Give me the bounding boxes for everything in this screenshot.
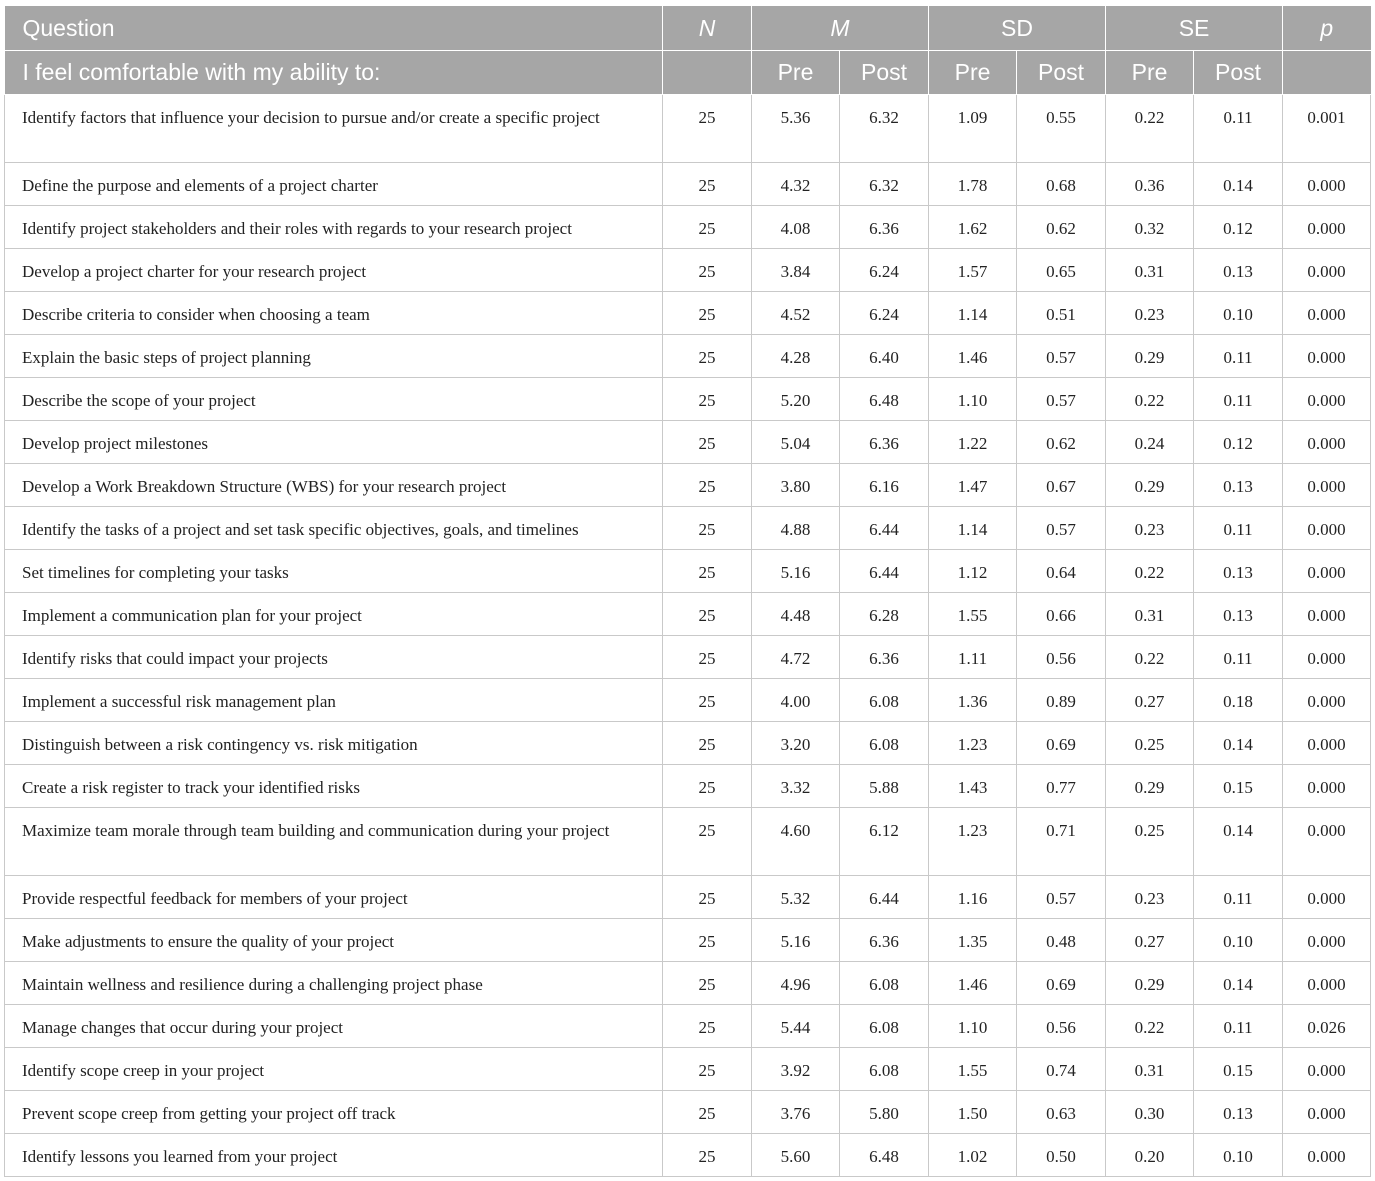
m-post-cell: 6.32 bbox=[840, 163, 929, 206]
table-row bbox=[5, 1091, 1371, 1134]
m-pre-cell: 4.48 bbox=[752, 593, 840, 636]
m-pre-cell: 5.20 bbox=[752, 378, 840, 421]
table-row bbox=[5, 249, 1371, 292]
m-post-cell: 6.44 bbox=[840, 550, 929, 593]
se-pre-cell: 0.25 bbox=[1106, 722, 1194, 765]
question-cell: Identify scope creep in your project bbox=[5, 1048, 663, 1091]
se-post-cell: 0.13 bbox=[1194, 1091, 1283, 1134]
m-post-cell: 6.40 bbox=[840, 335, 929, 378]
se-post-cell: 0.11 bbox=[1194, 335, 1283, 378]
p-value-cell: 0.001 bbox=[1283, 95, 1371, 163]
question-cell: Identify lessons you learned from your project bbox=[5, 1134, 663, 1177]
header-blank-p bbox=[1283, 51, 1371, 95]
sd-post-cell: 0.67 bbox=[1017, 464, 1106, 507]
sd-pre-cell: 1.50 bbox=[929, 1091, 1017, 1134]
sd-post-cell: 0.69 bbox=[1017, 962, 1106, 1005]
sd-pre-cell: 1.12 bbox=[929, 550, 1017, 593]
table-row bbox=[5, 765, 1371, 808]
p-value-cell: 0.000 bbox=[1283, 163, 1371, 206]
n-cell: 25 bbox=[663, 335, 752, 378]
se-post-cell: 0.11 bbox=[1194, 378, 1283, 421]
sd-pre-cell: 1.55 bbox=[929, 1048, 1017, 1091]
sd-pre-cell: 1.11 bbox=[929, 636, 1017, 679]
sd-post-cell: 0.74 bbox=[1017, 1048, 1106, 1091]
m-post-cell: 6.08 bbox=[840, 722, 929, 765]
p-value-cell: 0.000 bbox=[1283, 679, 1371, 722]
m-pre-cell: 3.76 bbox=[752, 1091, 840, 1134]
sd-post-cell: 0.65 bbox=[1017, 249, 1106, 292]
sd-post-cell: 0.71 bbox=[1017, 808, 1106, 876]
results-table bbox=[4, 6, 1371, 1177]
table-row bbox=[5, 292, 1371, 335]
sd-post-cell: 0.57 bbox=[1017, 876, 1106, 919]
m-pre-cell: 5.32 bbox=[752, 876, 840, 919]
p-value-cell: 0.000 bbox=[1283, 206, 1371, 249]
header-question: Question bbox=[5, 6, 663, 51]
se-pre-cell: 0.31 bbox=[1106, 593, 1194, 636]
m-post-cell: 6.24 bbox=[840, 249, 929, 292]
se-pre-cell: 0.22 bbox=[1106, 1005, 1194, 1048]
header-se-post: Post bbox=[1194, 51, 1283, 95]
m-post-cell: 6.48 bbox=[840, 378, 929, 421]
n-cell: 25 bbox=[663, 962, 752, 1005]
header-blank-n bbox=[663, 51, 752, 95]
question-cell: Develop a project charter for your research project bbox=[5, 249, 663, 292]
se-pre-cell: 0.23 bbox=[1106, 507, 1194, 550]
m-pre-cell: 5.44 bbox=[752, 1005, 840, 1048]
sd-post-cell: 0.57 bbox=[1017, 507, 1106, 550]
se-pre-cell: 0.30 bbox=[1106, 1091, 1194, 1134]
table-body bbox=[5, 95, 1371, 1177]
p-value-cell: 0.026 bbox=[1283, 1005, 1371, 1048]
se-post-cell: 0.13 bbox=[1194, 550, 1283, 593]
question-cell: Implement a communication plan for your project bbox=[5, 593, 663, 636]
se-post-cell: 0.14 bbox=[1194, 722, 1283, 765]
m-pre-cell: 5.60 bbox=[752, 1134, 840, 1177]
m-post-cell: 6.28 bbox=[840, 593, 929, 636]
sd-post-cell: 0.62 bbox=[1017, 206, 1106, 249]
m-pre-cell: 5.16 bbox=[752, 919, 840, 962]
se-pre-cell: 0.23 bbox=[1106, 876, 1194, 919]
m-pre-cell: 4.96 bbox=[752, 962, 840, 1005]
table-row bbox=[5, 206, 1371, 249]
m-pre-cell: 4.32 bbox=[752, 163, 840, 206]
question-cell: Create a risk register to track your identified risks bbox=[5, 765, 663, 808]
p-value-cell: 0.000 bbox=[1283, 1134, 1371, 1177]
m-post-cell: 6.32 bbox=[840, 95, 929, 163]
p-value-cell: 0.000 bbox=[1283, 550, 1371, 593]
se-pre-cell: 0.25 bbox=[1106, 808, 1194, 876]
header-m-pre: Pre bbox=[752, 51, 840, 95]
sd-post-cell: 0.55 bbox=[1017, 95, 1106, 163]
se-pre-cell: 0.22 bbox=[1106, 550, 1194, 593]
n-cell: 25 bbox=[663, 292, 752, 335]
n-cell: 25 bbox=[663, 378, 752, 421]
header-sd-post: Post bbox=[1017, 51, 1106, 95]
se-post-cell: 0.11 bbox=[1194, 507, 1283, 550]
n-cell: 25 bbox=[663, 249, 752, 292]
se-post-cell: 0.11 bbox=[1194, 636, 1283, 679]
p-value-cell: 0.000 bbox=[1283, 919, 1371, 962]
table-row bbox=[5, 722, 1371, 765]
sd-pre-cell: 1.14 bbox=[929, 292, 1017, 335]
m-post-cell: 6.36 bbox=[840, 206, 929, 249]
sd-post-cell: 0.63 bbox=[1017, 1091, 1106, 1134]
sd-post-cell: 0.56 bbox=[1017, 636, 1106, 679]
p-value-cell: 0.000 bbox=[1283, 507, 1371, 550]
se-pre-cell: 0.22 bbox=[1106, 378, 1194, 421]
question-cell: Implement a successful risk management plan bbox=[5, 679, 663, 722]
sd-pre-cell: 1.10 bbox=[929, 1005, 1017, 1048]
se-pre-cell: 0.27 bbox=[1106, 919, 1194, 962]
sd-pre-cell: 1.10 bbox=[929, 378, 1017, 421]
se-post-cell: 0.13 bbox=[1194, 593, 1283, 636]
table-row bbox=[5, 593, 1371, 636]
question-cell: Maximize team morale through team building and communication during your project bbox=[5, 808, 663, 876]
question-cell: Identify project stakeholders and their roles with regards to your research project bbox=[5, 206, 663, 249]
m-post-cell: 6.24 bbox=[840, 292, 929, 335]
sd-pre-cell: 1.09 bbox=[929, 95, 1017, 163]
m-post-cell: 6.36 bbox=[840, 919, 929, 962]
m-post-cell: 6.08 bbox=[840, 679, 929, 722]
sd-post-cell: 0.64 bbox=[1017, 550, 1106, 593]
p-value-cell: 0.000 bbox=[1283, 962, 1371, 1005]
header-row-sub bbox=[5, 51, 1371, 95]
sd-post-cell: 0.48 bbox=[1017, 919, 1106, 962]
p-value-cell: 0.000 bbox=[1283, 335, 1371, 378]
sd-pre-cell: 1.02 bbox=[929, 1134, 1017, 1177]
sd-post-cell: 0.56 bbox=[1017, 1005, 1106, 1048]
sd-post-cell: 0.51 bbox=[1017, 292, 1106, 335]
se-pre-cell: 0.29 bbox=[1106, 335, 1194, 378]
se-pre-cell: 0.31 bbox=[1106, 249, 1194, 292]
sd-pre-cell: 1.22 bbox=[929, 421, 1017, 464]
m-pre-cell: 3.80 bbox=[752, 464, 840, 507]
table-row bbox=[5, 679, 1371, 722]
question-cell: Provide respectful feedback for members of your project bbox=[5, 876, 663, 919]
p-value-cell: 0.000 bbox=[1283, 292, 1371, 335]
question-cell: Develop a Work Breakdown Structure (WBS) for your research project bbox=[5, 464, 663, 507]
sd-pre-cell: 1.55 bbox=[929, 593, 1017, 636]
se-post-cell: 0.14 bbox=[1194, 808, 1283, 876]
sd-pre-cell: 1.46 bbox=[929, 335, 1017, 378]
se-pre-cell: 0.22 bbox=[1106, 95, 1194, 163]
m-pre-cell: 3.20 bbox=[752, 722, 840, 765]
m-pre-cell: 4.00 bbox=[752, 679, 840, 722]
question-cell: Prevent scope creep from getting your project off track bbox=[5, 1091, 663, 1134]
header-row-main bbox=[5, 6, 1371, 51]
se-post-cell: 0.13 bbox=[1194, 464, 1283, 507]
m-post-cell: 5.80 bbox=[840, 1091, 929, 1134]
question-cell: Explain the basic steps of project planning bbox=[5, 335, 663, 378]
p-value-cell: 0.000 bbox=[1283, 421, 1371, 464]
table-header bbox=[5, 6, 1371, 95]
se-post-cell: 0.10 bbox=[1194, 292, 1283, 335]
header-subtitle: I feel comfortable with my ability to: bbox=[5, 51, 663, 95]
p-value-cell: 0.000 bbox=[1283, 722, 1371, 765]
question-cell: Manage changes that occur during your project bbox=[5, 1005, 663, 1048]
m-pre-cell: 3.32 bbox=[752, 765, 840, 808]
sd-pre-cell: 1.16 bbox=[929, 876, 1017, 919]
se-pre-cell: 0.20 bbox=[1106, 1134, 1194, 1177]
header-sd: SD bbox=[929, 6, 1106, 51]
n-cell: 25 bbox=[663, 722, 752, 765]
m-pre-cell: 4.60 bbox=[752, 808, 840, 876]
header-mean: M bbox=[752, 6, 929, 51]
m-pre-cell: 5.04 bbox=[752, 421, 840, 464]
table-row bbox=[5, 808, 1371, 876]
table-row bbox=[5, 507, 1371, 550]
se-pre-cell: 0.23 bbox=[1106, 292, 1194, 335]
n-cell: 25 bbox=[663, 1134, 752, 1177]
p-value-cell: 0.000 bbox=[1283, 378, 1371, 421]
table-row bbox=[5, 464, 1371, 507]
sd-pre-cell: 1.14 bbox=[929, 507, 1017, 550]
table-row bbox=[5, 1134, 1371, 1177]
se-post-cell: 0.11 bbox=[1194, 1005, 1283, 1048]
table-row bbox=[5, 378, 1371, 421]
se-post-cell: 0.12 bbox=[1194, 206, 1283, 249]
p-value-cell: 0.000 bbox=[1283, 464, 1371, 507]
header-se-pre: Pre bbox=[1106, 51, 1194, 95]
se-pre-cell: 0.36 bbox=[1106, 163, 1194, 206]
question-cell: Identify risks that could impact your projects bbox=[5, 636, 663, 679]
n-cell: 25 bbox=[663, 919, 752, 962]
p-value-cell: 0.000 bbox=[1283, 636, 1371, 679]
header-n: N bbox=[663, 6, 752, 51]
se-post-cell: 0.14 bbox=[1194, 962, 1283, 1005]
question-cell: Maintain wellness and resilience during a challenging project phase bbox=[5, 962, 663, 1005]
se-post-cell: 0.15 bbox=[1194, 765, 1283, 808]
n-cell: 25 bbox=[663, 1005, 752, 1048]
se-pre-cell: 0.24 bbox=[1106, 421, 1194, 464]
question-cell: Identify the tasks of a project and set task specific objectives, goals, and timelines bbox=[5, 507, 663, 550]
m-post-cell: 6.12 bbox=[840, 808, 929, 876]
m-pre-cell: 3.84 bbox=[752, 249, 840, 292]
sd-pre-cell: 1.23 bbox=[929, 722, 1017, 765]
table-row bbox=[5, 95, 1371, 163]
header-se: SE bbox=[1106, 6, 1283, 51]
question-cell: Define the purpose and elements of a project charter bbox=[5, 163, 663, 206]
se-post-cell: 0.10 bbox=[1194, 919, 1283, 962]
m-pre-cell: 4.08 bbox=[752, 206, 840, 249]
table-row bbox=[5, 876, 1371, 919]
p-value-cell: 0.000 bbox=[1283, 876, 1371, 919]
n-cell: 25 bbox=[663, 95, 752, 163]
se-pre-cell: 0.22 bbox=[1106, 636, 1194, 679]
sd-pre-cell: 1.43 bbox=[929, 765, 1017, 808]
header-sd-pre: Pre bbox=[929, 51, 1017, 95]
p-value-cell: 0.000 bbox=[1283, 1091, 1371, 1134]
m-post-cell: 6.44 bbox=[840, 507, 929, 550]
se-post-cell: 0.11 bbox=[1194, 876, 1283, 919]
se-post-cell: 0.12 bbox=[1194, 421, 1283, 464]
n-cell: 25 bbox=[663, 421, 752, 464]
se-post-cell: 0.13 bbox=[1194, 249, 1283, 292]
m-post-cell: 6.36 bbox=[840, 421, 929, 464]
se-post-cell: 0.10 bbox=[1194, 1134, 1283, 1177]
m-post-cell: 6.44 bbox=[840, 876, 929, 919]
question-cell: Distinguish between a risk contingency vs. risk mitigation bbox=[5, 722, 663, 765]
sd-pre-cell: 1.46 bbox=[929, 962, 1017, 1005]
n-cell: 25 bbox=[663, 464, 752, 507]
p-value-cell: 0.000 bbox=[1283, 808, 1371, 876]
se-post-cell: 0.11 bbox=[1194, 95, 1283, 163]
m-post-cell: 6.08 bbox=[840, 1048, 929, 1091]
table-row bbox=[5, 636, 1371, 679]
n-cell: 25 bbox=[663, 550, 752, 593]
m-pre-cell: 5.36 bbox=[752, 95, 840, 163]
table-row bbox=[5, 163, 1371, 206]
sd-pre-cell: 1.36 bbox=[929, 679, 1017, 722]
sd-pre-cell: 1.62 bbox=[929, 206, 1017, 249]
question-cell: Describe the scope of your project bbox=[5, 378, 663, 421]
question-cell: Set timelines for completing your tasks bbox=[5, 550, 663, 593]
sd-post-cell: 0.57 bbox=[1017, 335, 1106, 378]
se-pre-cell: 0.31 bbox=[1106, 1048, 1194, 1091]
m-pre-cell: 4.52 bbox=[752, 292, 840, 335]
n-cell: 25 bbox=[663, 1048, 752, 1091]
n-cell: 25 bbox=[663, 507, 752, 550]
m-pre-cell: 5.16 bbox=[752, 550, 840, 593]
se-pre-cell: 0.27 bbox=[1106, 679, 1194, 722]
m-post-cell: 6.08 bbox=[840, 962, 929, 1005]
m-post-cell: 6.08 bbox=[840, 1005, 929, 1048]
se-pre-cell: 0.29 bbox=[1106, 765, 1194, 808]
se-pre-cell: 0.32 bbox=[1106, 206, 1194, 249]
p-value-cell: 0.000 bbox=[1283, 249, 1371, 292]
se-pre-cell: 0.29 bbox=[1106, 962, 1194, 1005]
m-post-cell: 5.88 bbox=[840, 765, 929, 808]
n-cell: 25 bbox=[663, 206, 752, 249]
p-value-cell: 0.000 bbox=[1283, 1048, 1371, 1091]
table-row bbox=[5, 1048, 1371, 1091]
question-cell: Identify factors that influence your decision to pursue and/or create a specific project bbox=[5, 95, 663, 163]
sd-post-cell: 0.89 bbox=[1017, 679, 1106, 722]
se-post-cell: 0.14 bbox=[1194, 163, 1283, 206]
n-cell: 25 bbox=[663, 1091, 752, 1134]
sd-post-cell: 0.66 bbox=[1017, 593, 1106, 636]
sd-pre-cell: 1.47 bbox=[929, 464, 1017, 507]
table-row bbox=[5, 421, 1371, 464]
sd-post-cell: 0.50 bbox=[1017, 1134, 1106, 1177]
m-pre-cell: 4.72 bbox=[752, 636, 840, 679]
n-cell: 25 bbox=[663, 163, 752, 206]
table-row bbox=[5, 335, 1371, 378]
question-cell: Describe criteria to consider when choosing a team bbox=[5, 292, 663, 335]
sd-post-cell: 0.69 bbox=[1017, 722, 1106, 765]
n-cell: 25 bbox=[663, 636, 752, 679]
sd-pre-cell: 1.35 bbox=[929, 919, 1017, 962]
sd-post-cell: 0.68 bbox=[1017, 163, 1106, 206]
m-post-cell: 6.48 bbox=[840, 1134, 929, 1177]
sd-post-cell: 0.57 bbox=[1017, 378, 1106, 421]
p-value-cell: 0.000 bbox=[1283, 765, 1371, 808]
se-post-cell: 0.18 bbox=[1194, 679, 1283, 722]
m-pre-cell: 4.28 bbox=[752, 335, 840, 378]
m-post-cell: 6.16 bbox=[840, 464, 929, 507]
sd-pre-cell: 1.78 bbox=[929, 163, 1017, 206]
table-row bbox=[5, 919, 1371, 962]
sd-pre-cell: 1.57 bbox=[929, 249, 1017, 292]
table-row bbox=[5, 1005, 1371, 1048]
p-value-cell: 0.000 bbox=[1283, 593, 1371, 636]
n-cell: 25 bbox=[663, 593, 752, 636]
n-cell: 25 bbox=[663, 679, 752, 722]
sd-post-cell: 0.77 bbox=[1017, 765, 1106, 808]
m-post-cell: 6.36 bbox=[840, 636, 929, 679]
table-row bbox=[5, 962, 1371, 1005]
n-cell: 25 bbox=[663, 876, 752, 919]
n-cell: 25 bbox=[663, 765, 752, 808]
header-p: p bbox=[1283, 6, 1371, 51]
sd-pre-cell: 1.23 bbox=[929, 808, 1017, 876]
se-pre-cell: 0.29 bbox=[1106, 464, 1194, 507]
sd-post-cell: 0.62 bbox=[1017, 421, 1106, 464]
m-pre-cell: 4.88 bbox=[752, 507, 840, 550]
header-m-post: Post bbox=[840, 51, 929, 95]
question-cell: Develop project milestones bbox=[5, 421, 663, 464]
question-cell: Make adjustments to ensure the quality of your project bbox=[5, 919, 663, 962]
m-pre-cell: 3.92 bbox=[752, 1048, 840, 1091]
se-post-cell: 0.15 bbox=[1194, 1048, 1283, 1091]
n-cell: 25 bbox=[663, 808, 752, 876]
table-row bbox=[5, 550, 1371, 593]
